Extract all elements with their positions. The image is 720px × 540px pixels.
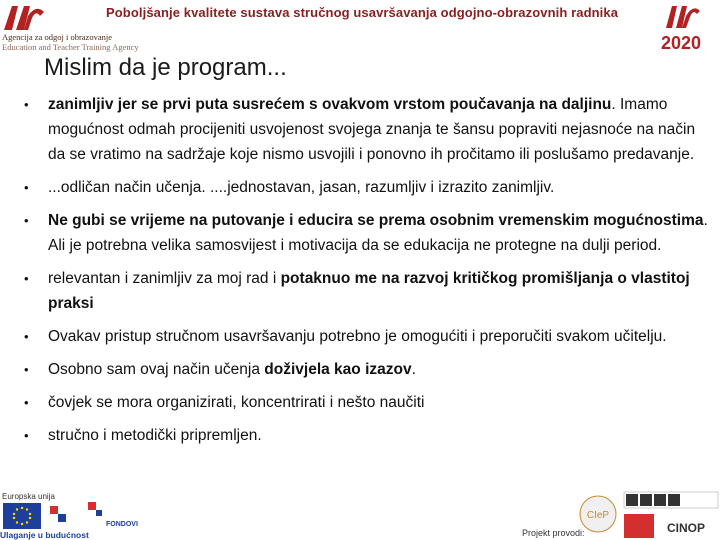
banner-title: Poboljšanje kvalitete sustava stručnog usavršavanja odgojno-obrazovnih radnika xyxy=(106,5,619,20)
eu-label: Europska unija xyxy=(2,492,55,501)
year-label: 2020 xyxy=(660,33,702,52)
esf-label: FONDOVI xyxy=(106,521,138,528)
aoo-logo xyxy=(2,2,46,32)
bullet-list xyxy=(24,92,714,456)
partner-logos xyxy=(576,488,720,540)
bullet-marker: • xyxy=(24,213,29,228)
bullet-text: čovjek se mora organizirati, koncentrirati i nešto naučiti xyxy=(48,394,425,411)
bullet-marker: • xyxy=(24,180,29,195)
esf-logo xyxy=(48,500,138,530)
eu-flag-icon xyxy=(3,503,41,529)
svg-text:CIeP: CIeP xyxy=(586,510,610,521)
agency-name-hr: Agencija za odgoj i obrazovanje xyxy=(2,32,112,42)
bullet-text: relevantan i zanimljiv za moj rad i xyxy=(48,270,281,287)
bullet-text: Osobno sam ovaj način učenja xyxy=(48,361,265,378)
bullet-marker: • xyxy=(24,428,29,443)
slide-title: Mislim da je program... xyxy=(44,54,287,81)
bullet-item xyxy=(24,324,714,349)
bullet-item xyxy=(24,423,714,448)
agency-name-en: Education and Teacher Training Agency xyxy=(2,42,139,52)
bullet-marker: • xyxy=(24,97,29,112)
logo-2020 xyxy=(646,2,716,52)
bullet-marker: • xyxy=(24,271,29,286)
bullet-marker: • xyxy=(24,329,29,344)
bullet-item xyxy=(24,390,714,415)
bullet-item xyxy=(24,357,714,382)
bullet-text: stručno i metodički pripremljen. xyxy=(48,427,262,444)
bullet-marker: • xyxy=(24,362,29,377)
bullet-item xyxy=(24,92,714,167)
eu-tagline: Ulaganje u budućnost xyxy=(0,530,89,540)
bullet-text-bold: zanimljiv jer se prvi puta susrećem s ovakvom vrstom poučavanja na daljinu xyxy=(48,96,612,113)
bullet-text: . xyxy=(411,361,416,378)
bullet-text-bold: doživjela kao izazov xyxy=(264,361,412,378)
agency-name xyxy=(2,32,139,52)
bullet-marker: • xyxy=(24,395,29,410)
bullet-item xyxy=(24,266,714,316)
bullet-text: Ovakav pristup stručnom usavršavanju potrebno je omogućiti i preporučiti svakom učitelju. xyxy=(48,328,667,345)
projekt-label: Projekt provodi: xyxy=(522,528,585,538)
bullet-text: . Ali je potrebna velika samosvijest i motivacija da se edukacija ne protegne na dulji period. xyxy=(48,212,708,254)
bullet-text: . Imamo mogućnost odmah procijeniti usvojenost svojega znanja te šansu popraviti nejasnoće na način da se vratimo na sadržaje koje nismo usvojili i ponovno ih pročitamo ili poslušamo predavanje. xyxy=(48,96,696,163)
bullet-item xyxy=(24,208,714,258)
bullet-item xyxy=(24,175,714,200)
bullet-text: ...odličan način učenja. ....jednostavan, jasan, razumljiv i izrazito zanimljiv. xyxy=(48,179,555,196)
bullet-text-bold: potaknuo me na razvoj kritičkog promišljanja o vlastitoj praksi xyxy=(48,270,690,312)
cinop-label: CINOP xyxy=(666,521,706,535)
header xyxy=(0,0,720,56)
bullet-text-bold: Ne gubi se vrijeme na putovanje i educira se prema osobnim vremenskim mogućnostima xyxy=(48,212,704,229)
